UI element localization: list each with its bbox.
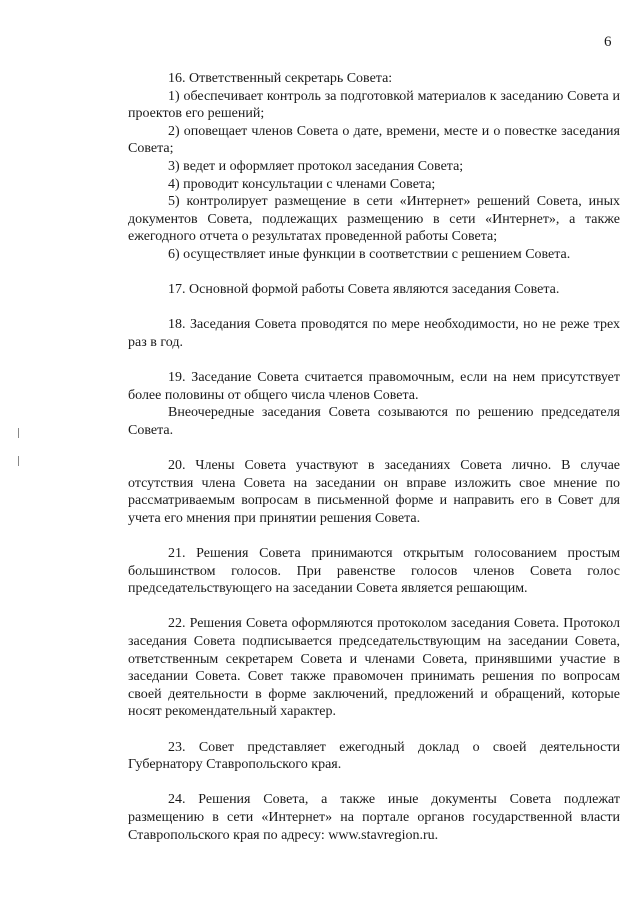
scan-margin-mark [18, 428, 19, 438]
paragraph-gap [128, 721, 620, 739]
section-16-item-4: 4) проводит консультации с членами Совета; [168, 176, 436, 192]
section-21: 21. Решения Совета принимаются открытым голосованием простым большинством голосов. При равенстве голосов членов Совета голос председательствующего на заседании Совета является решающим. [128, 546, 620, 597]
section-22: 22. Решения Совета оформляются протоколом заседания Совета. Протокол заседания Совета подписывается председательствующим на заседании Совета, ответственным секретарем Совета и членами Совета, принявшими участие в заседании Совета. Совет также правомочен принимать решения по вопросам своей деятельности в форме заключений, предложений и обращений, которые носят рекомендательный характер. [128, 616, 620, 720]
section-16-item-6: 6) осуществляет иные функции в соответствии с решением Совета. [168, 246, 571, 262]
section-16-item-2: 2) оповещает членов Совета о дате, времени, месте и о повестке заседания Совета; [128, 123, 620, 157]
section-19: 19. Заседание Совета считается правомочным, если на нем присутствует более половины от общего числа членов Совета. [128, 370, 620, 403]
document-body [128, 70, 620, 844]
page-number: 6 [604, 34, 612, 50]
paragraph-gap [128, 598, 620, 616]
section-20: 20. Члены Совета участвуют в заседаниях Совета лично. В случае отсутствия члена Совета на заседании он вправе изложить свое мнение по рассматриваемым вопросам в письменной форме и направить его в Совет для учета его мнения при принятии решения Совета. [128, 458, 620, 526]
section-16-heading: 16. Ответственный секретарь Совета: [168, 71, 393, 86]
section-16-item-1: 1) обеспечивает контроль за подготовкой материалов к заседанию Совета и проектов его решений; [128, 88, 620, 122]
section-23: 23. Совет представляет ежегодный доклад о своей деятельности Губернатору Ставропольского края. [128, 739, 620, 773]
scan-margin-mark [18, 456, 19, 466]
section-16-item-5: 5) контролирует размещение в сети «Интернет» решений Совета, иных документов Совета, подлежащих размещению в сети «Интернет», а также ежегодного отчета о результатах проведенной работы Совета; [128, 194, 620, 245]
paragraph-gap [128, 299, 620, 317]
section-19-extra: Внеочередные заседания Совета созываются по решению председателя Совета. [128, 405, 620, 438]
section-17: 17. Основной формой работы Совета являются заседания Совета. [168, 282, 560, 298]
paragraph-gap [128, 264, 620, 282]
paragraph-gap [128, 527, 620, 545]
paragraph-gap [128, 439, 620, 457]
paragraph-gap [128, 352, 620, 370]
section-18: 18. Заседания Совета проводятся по мере необходимости, но не реже трех раз в год. [128, 317, 620, 350]
section-24: 24. Решения Совета, а также иные документы Совета подлежат размещению в сети «Интернет» на портале органов государственной власти Ставропольского края по адресу: www.stavregion.ru. [128, 792, 620, 843]
paragraph-gap [128, 774, 620, 792]
section-16-item-3: 3) ведет и оформляет протокол заседания Совета; [168, 158, 464, 174]
